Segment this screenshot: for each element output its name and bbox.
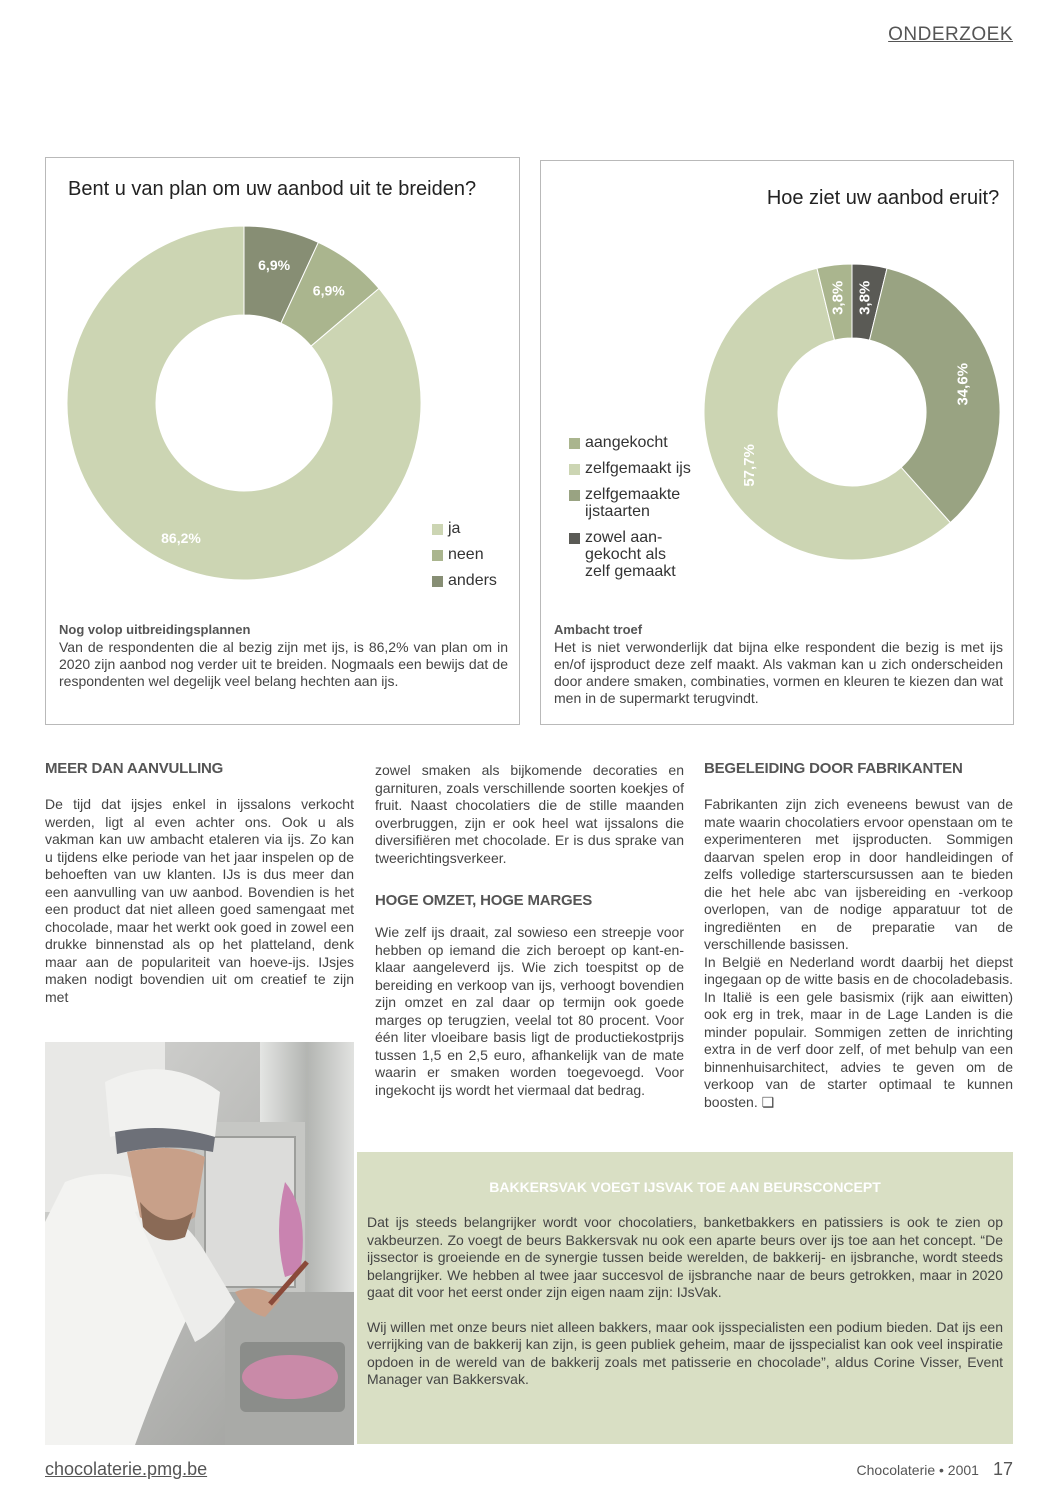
chart-title: Hoe ziet uw aanbod eruit? — [766, 187, 1000, 209]
chart-legend — [569, 434, 709, 589]
legend-label: gekocht als — [585, 546, 666, 563]
legend-label: neen — [448, 546, 484, 563]
legend-label: ijstaarten — [585, 503, 650, 520]
legend-label: anders — [448, 572, 497, 589]
box-paragraph: Dat ijs steeds belangrijker wordt voor chocolatiers, banketbakkers en patissiers is ook te zien op vakbeurzen. Zo voegt de beurs Bakkersvak nu ook een aparte beurs over ijs toe aan het concept. “De ijssector is groeiende en de synergie tussen beide werelden, de bakkerij- en ijsbranche, wordt steeds belangrijker. We hebben al twee jaar succesvol de ijsbranche naar de beurs getrokken, maar in 2020 gaat dit voor het eerst onder zijn eigen naam zijn: IJsVak. — [367, 1214, 1003, 1300]
legend-label: zelf gemaakt — [585, 563, 676, 580]
article-paragraph — [704, 796, 1013, 1111]
legend-swatch — [569, 464, 580, 475]
legend-item — [432, 520, 497, 537]
website-link[interactable]: chocolaterie.pmg.be — [45, 1459, 208, 1479]
chart-panel-expansion-plans — [45, 157, 520, 725]
paragraph-text: In België en Nederland wordt daarbij het diepst ingegaan op de witte basis en de chocoladebasis. In Italië is een gele basismix (rijk aan eiwitten) ook erg in trek, maar in de Lage Landen is die minder populair. Sommigen zetten de inrichting extra in de verf door zelf, of met behulp van een binnenhuisarchitect, advies te geven om de verkoop van de starter optimaal te kunnen boosten. ❏ — [704, 953, 1013, 1110]
caption-text: Van de respondenten die al bezig zijn met ijs, is 86,2% van plan om in 2020 zijn aanbod nog verder uit te breiden. Nogmaals een bewijs dat de respondenten wel degelijk veel belang hechten aan ijs. — [59, 639, 508, 689]
legend-swatch — [569, 533, 580, 544]
chef-making-ice-cream-photo — [45, 1042, 354, 1445]
legend-label: zelfgemaakt ijs — [585, 460, 691, 477]
box-title: BAKKERSVAK VOEGT IJSVAK TOE AAN BEURSCONCEPT — [489, 1179, 881, 1195]
legend-swatch — [432, 524, 443, 535]
legend-item — [432, 572, 497, 589]
section-label: ONDERZOEK — [888, 24, 1013, 45]
page-footer — [857, 1459, 1013, 1480]
heading-meer-dan-aanvulling: MEER DAN AANVULLING — [45, 760, 224, 777]
article-paragraph — [45, 796, 354, 1006]
issue-label: Chocolaterie • 2001 — [856, 1462, 979, 1478]
paragraph-text: Wie zelf ijs draait, zal sowieso een streepje voor hebben op iemand die zich beroept op kant-en-klaar aangeleverd ijs. Wie zich toespitst op de bereiding en verkoop van ijs, verhoogt bovendien zijn omzet en zal daar op termijn ook goede marges op terugzien, veelal tot 80 procent. Voor één liter vloeibare basis ligt de productiekostprijs tussen 1,5 en 2,5 euro, afhankelijk van de mate waarin er smaken worden toegevoegd. Voor ingekocht ijs wordt het viermaal dat bedrag. — [375, 924, 684, 1098]
box-paragraph: Wij willen met onze beurs niet alleen bakkers, maar ook ijsspecialisten een podium bieden. Dat ijs een verrijking van de bakkerij kan zijn, is geen publiek geheim, maar de ijsspecialist kan ook veel inspiratie opdoen in de wereld van de bakkerij zoals met patisserie en chocolade”, aldus Corine Visser, Event Manager van Bakkersvak. — [367, 1318, 1003, 1387]
legend-label: zelfgemaakte — [585, 486, 681, 503]
box-body — [367, 1214, 1003, 1406]
sidebar-box-bakkersvak — [357, 1152, 1013, 1444]
legend-item — [569, 460, 709, 477]
slice-label: 3,8% — [856, 280, 874, 315]
legend-swatch — [432, 550, 443, 561]
heading-hoge-omzet: HOGE OMZET, HOGE MARGES — [375, 892, 593, 909]
slice-label: 6,9% — [312, 282, 345, 299]
slice-label: 57,7% — [741, 444, 759, 487]
legend-swatch — [569, 490, 580, 501]
paragraph-text: Fabrikanten zijn zich eveneens bewust van de mate waarin chocolatiers ervoor openstaan om te experimenteren met ijsproducten. Sommigen daarvan spelen erop in door handleidingen of zelfs volledige starterscursussen aan te bieden die het hele abc van ijsbereiding en -verkoop overlopen, van de nodige apparatuur tot de ingrediënten en de preparatie van de verschillende basissen. — [704, 796, 1013, 952]
legend-label: aangekocht — [585, 434, 668, 451]
article-paragraph — [375, 924, 684, 1099]
legend-label: zowel aan- — [585, 529, 663, 546]
legend-swatch — [432, 576, 443, 587]
legend-item — [432, 546, 497, 563]
caption-text: Het is niet verwonderlijk dat bijna elke respondent die bezig is met ijs en/of ijsproduct deze zelf maakt. Als vakman kan u zich onderscheiden door andere smaken, combinaties, vormen en kleuren te kiezen dan wat men in de supermarkt terugvindt. — [554, 639, 1003, 706]
slice-label: 6,9% — [258, 256, 291, 273]
legend-item — [569, 434, 709, 451]
slice-label: 34,6% — [954, 362, 972, 406]
paragraph-text: De tijd dat ijsjes enkel in ijssalons verkocht werden, ligt al even achter ons. Ook u als vakman kan uw ambacht etaleren via ijs. Zo kan u tijdens elke periode van het jaar inspelen op de behoeften van uw klanten. IJs is dus meer dan een aanvulling van uw aanbod. Bovendien is het een product dat niet alleen goed samengaat met chocolade, maar het werkt ook goed in zowel een drukke binnenstad als op het platteland, denk maar aan de populariteit van hoeve-ijs. IJsjes maken nodigt bovendien uit om creatief te zijn met — [45, 796, 354, 1005]
chart-panel-offer-composition — [540, 160, 1014, 725]
legend-item — [569, 529, 709, 580]
paragraph-text: zowel smaken als bijkomende decoraties en garnituren, zoals verschillende soorten koekjes of fruit. Naast chocolatiers die de stille maanden overbruggen, zijn er ook heel wat ijssalons die diversifiëren met chocolade. Er is dus sprake van tweerichtingsverkeer. — [375, 762, 684, 866]
heading-begeleiding: BEGELEIDING DOOR FABRIKANTEN — [704, 760, 963, 777]
caption-title: Ambacht troef — [554, 622, 643, 637]
chart-legend — [432, 520, 497, 598]
chart-title: Bent u van plan om uw aanbod uit te breiden? — [68, 178, 477, 200]
page-number: 17 — [992, 1459, 1013, 1479]
slice-label: 86,2% — [161, 529, 201, 546]
article-paragraph — [375, 762, 684, 867]
legend-label: ja — [448, 520, 461, 537]
slice-label: 3,8% — [829, 280, 847, 315]
legend-swatch — [569, 438, 580, 449]
legend-item — [569, 486, 709, 520]
caption-title: Nog volop uitbreidingsplannen — [59, 622, 251, 637]
